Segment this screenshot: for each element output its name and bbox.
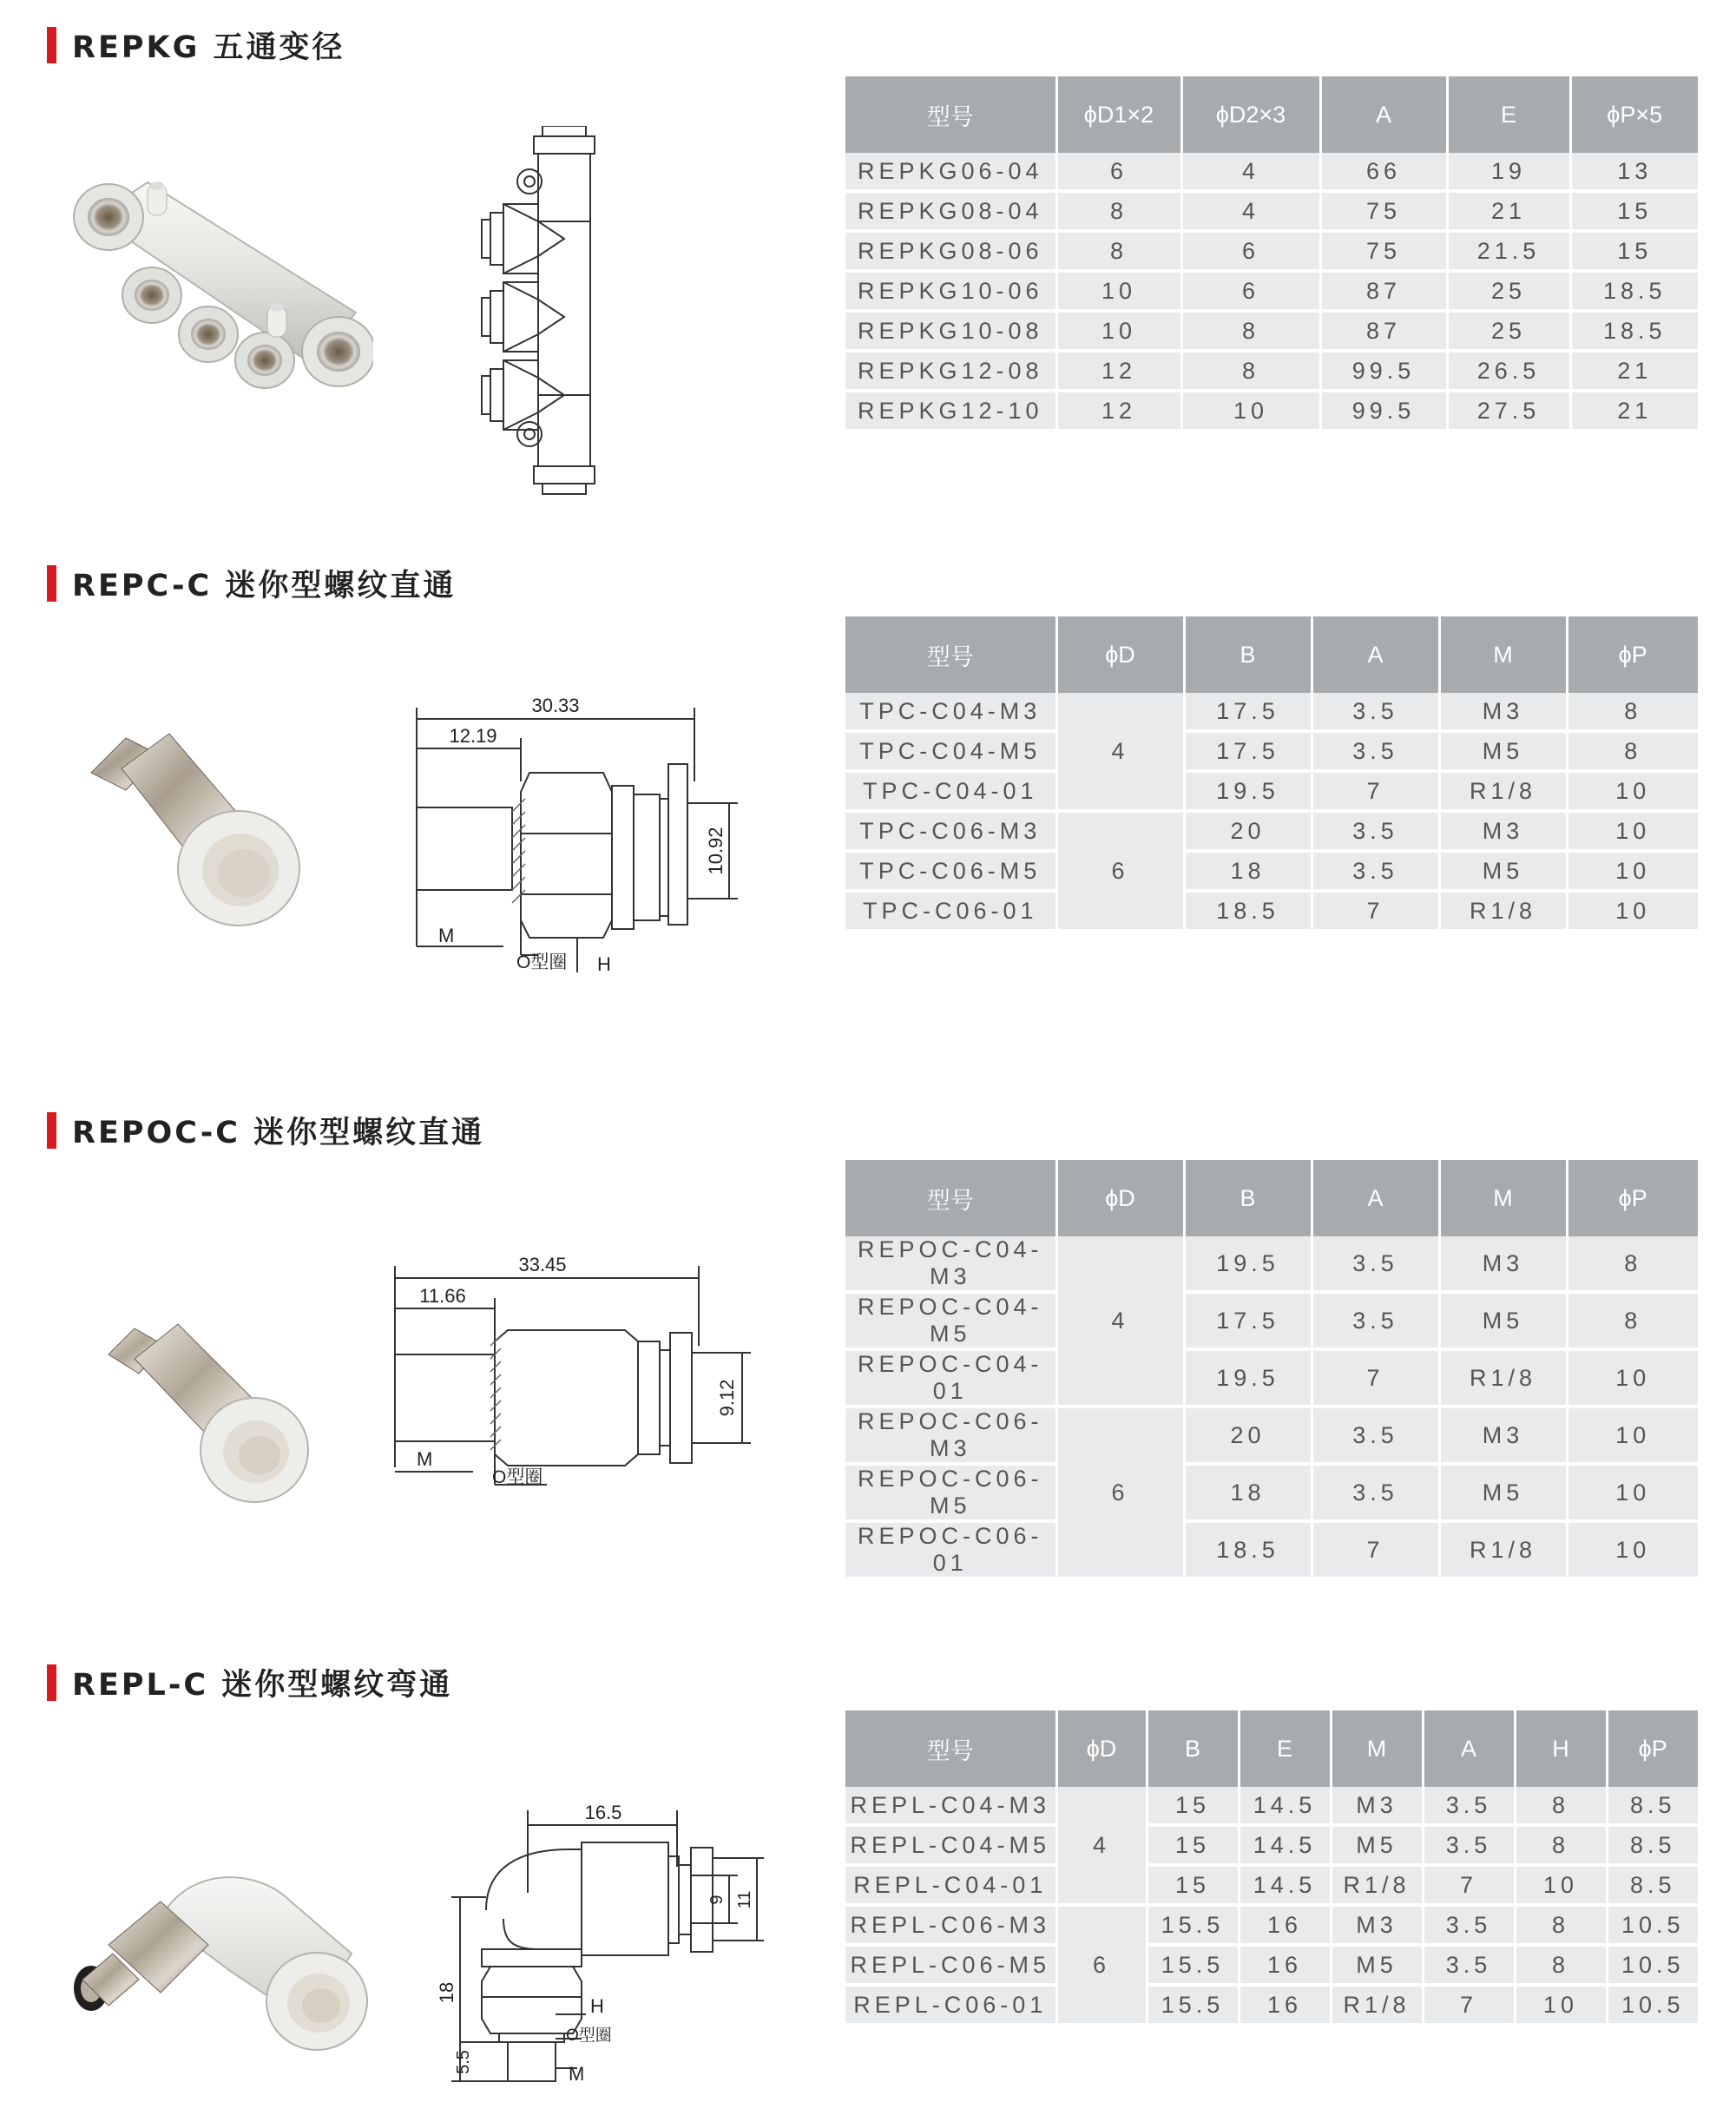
- repkg-technical-drawing: [469, 126, 642, 508]
- table-cell: REPKG10-06: [845, 271, 1056, 311]
- table-row: [845, 1521, 1698, 1578]
- table-row: [845, 891, 1698, 931]
- label-o-ring: O型圈: [492, 1467, 543, 1487]
- repl-c-spec-table: [845, 1710, 1698, 2026]
- table-cell: 8: [1056, 231, 1181, 271]
- table-row: [845, 1787, 1698, 1825]
- header-cell: M: [1439, 1160, 1567, 1236]
- table-cell: 26.5: [1447, 351, 1570, 391]
- table-cell: M3: [1439, 1236, 1567, 1292]
- table-cell: 21: [1570, 351, 1698, 391]
- table-cell: 7: [1312, 891, 1439, 931]
- table-cell: 6: [1056, 153, 1181, 191]
- table-cell: 18.5: [1570, 271, 1698, 311]
- header-cell: E: [1239, 1710, 1331, 1787]
- table-cell: 75: [1320, 231, 1447, 271]
- table-cell: TPC-C06-01: [845, 891, 1056, 931]
- table-cell: 19: [1447, 153, 1570, 191]
- label-h: H: [597, 953, 611, 972]
- table-cell: REPKG12-10: [845, 391, 1056, 431]
- table-cell: 21: [1447, 191, 1570, 231]
- table-row: [845, 1865, 1698, 1905]
- table-row: [845, 351, 1698, 391]
- table-cell: REPOC-C04-M5: [845, 1292, 1056, 1349]
- table-cell: 3.5: [1312, 1464, 1439, 1521]
- table-row: [845, 1292, 1698, 1349]
- table-cell: REPL-C06-M5: [845, 1945, 1056, 1985]
- header-cell: 型号: [845, 1160, 1056, 1236]
- section-title-text: REPKG 五通变径: [72, 30, 345, 65]
- table-cell: REPOC-C06-M3: [845, 1407, 1056, 1464]
- dim-thread-length: 12.19: [449, 725, 497, 747]
- header-cell: ϕP×5: [1570, 76, 1698, 153]
- repkg-product-photo: [69, 165, 373, 417]
- header-cell: B: [1184, 616, 1312, 693]
- table-cell: REPKG12-08: [845, 351, 1056, 391]
- header-cell: ϕD: [1056, 1710, 1147, 1787]
- table-cell: 15: [1147, 1865, 1239, 1905]
- table-cell: 4: [1181, 191, 1320, 231]
- table-cell: 8: [1567, 693, 1698, 731]
- table-cell: 19.5: [1184, 1236, 1312, 1292]
- section-title-text: REPOC-C 迷你型螺纹直通: [72, 1116, 485, 1150]
- table-cell: 19.5: [1184, 1349, 1312, 1407]
- table-cell: REPKG10-08: [845, 311, 1056, 351]
- table-cell: 8.5: [1607, 1787, 1698, 1825]
- section-title-repl-c: [47, 1664, 452, 1702]
- table-cell: 99.5: [1320, 391, 1447, 431]
- table-cell: 10: [1567, 811, 1698, 851]
- title-accent-bar: [47, 1112, 56, 1149]
- table-cell: 8: [1515, 1945, 1607, 1985]
- table-row: [845, 1464, 1698, 1521]
- table-cell: M3: [1331, 1905, 1423, 1945]
- group-cell: 4: [1056, 1787, 1147, 1905]
- header-cell: H: [1515, 1710, 1607, 1787]
- table-cell: R1/8: [1331, 1985, 1423, 2025]
- table-row: [845, 153, 1698, 191]
- label-o-ring: O型圈: [566, 2026, 612, 2045]
- table-cell: 18: [1184, 1464, 1312, 1521]
- table-row: [845, 1236, 1698, 1292]
- table-cell: REPKG08-06: [845, 231, 1056, 271]
- table-cell: 17.5: [1184, 1292, 1312, 1349]
- table-cell: 3.5: [1312, 851, 1439, 891]
- table-header-row: [845, 1710, 1698, 1787]
- table-cell: M3: [1439, 1407, 1567, 1464]
- table-cell: 7: [1312, 1349, 1439, 1407]
- table-row: [845, 231, 1698, 271]
- table-cell: 10: [1056, 311, 1181, 351]
- table-cell: 17.5: [1184, 693, 1312, 731]
- header-cell: ϕP: [1567, 1160, 1698, 1236]
- table-cell: REPL-C04-M5: [845, 1825, 1056, 1865]
- table-cell: 10: [1567, 1464, 1698, 1521]
- table-cell: 8: [1515, 1825, 1607, 1865]
- table-cell: 10: [1567, 1407, 1698, 1464]
- table-cell: R1/8: [1439, 1521, 1567, 1578]
- table-cell: 15: [1570, 191, 1698, 231]
- table-cell: 18: [1184, 851, 1312, 891]
- table-cell: 8: [1181, 351, 1320, 391]
- table-cell: REPOC-C04-M3: [845, 1236, 1056, 1292]
- table-row: [845, 1985, 1698, 2025]
- table-cell: 14.5: [1239, 1865, 1331, 1905]
- table-cell: 8: [1567, 1236, 1698, 1292]
- table-cell: 99.5: [1320, 351, 1447, 391]
- table-cell: TPC-C04-M3: [845, 693, 1056, 731]
- label-m: M: [417, 1448, 433, 1470]
- table-cell: 20: [1184, 1407, 1312, 1464]
- table-cell: M5: [1331, 1945, 1423, 1985]
- header-cell: A: [1312, 616, 1439, 693]
- table-cell: 8: [1567, 1292, 1698, 1349]
- table-row: [845, 811, 1698, 851]
- header-cell: ϕP: [1607, 1710, 1698, 1787]
- table-cell: 3.5: [1312, 811, 1439, 851]
- table-cell: 14.5: [1239, 1825, 1331, 1865]
- group-cell: 4: [1056, 1236, 1184, 1407]
- table-cell: R1/8: [1439, 771, 1567, 811]
- section-title-repc-c: [47, 564, 456, 603]
- table-cell: 3.5: [1312, 1407, 1439, 1464]
- table-cell: 10.5: [1607, 1945, 1698, 1985]
- table-cell: M3: [1439, 811, 1567, 851]
- table-cell: REPL-C06-M3: [845, 1905, 1056, 1945]
- table-cell: M5: [1439, 731, 1567, 771]
- table-cell: TPC-C06-M5: [845, 851, 1056, 891]
- header-cell: B: [1147, 1710, 1239, 1787]
- repc-c-product-photo: [74, 721, 308, 929]
- header-cell: ϕP: [1567, 616, 1698, 693]
- header-cell: ϕD2×3: [1181, 76, 1320, 153]
- table-cell: 87: [1320, 311, 1447, 351]
- table-cell: 10: [1515, 1985, 1607, 2025]
- section-title-repkg: [47, 26, 345, 64]
- header-cell: ϕD: [1056, 616, 1184, 693]
- header-cell: A: [1320, 76, 1447, 153]
- table-header-row: [845, 616, 1698, 693]
- title-accent-bar: [47, 27, 56, 63]
- table-cell: R1/8: [1439, 891, 1567, 931]
- table-cell: 7: [1423, 1985, 1515, 2025]
- dim-diameter: 9.12: [716, 1379, 738, 1417]
- table-cell: 21: [1570, 391, 1698, 431]
- table-header-row: [845, 1160, 1698, 1236]
- dim-d2: 11: [735, 1890, 754, 1909]
- table-row: [845, 1407, 1698, 1464]
- table-cell: 8: [1181, 311, 1320, 351]
- table-cell: 8: [1515, 1787, 1607, 1825]
- table-cell: 8.5: [1607, 1865, 1698, 1905]
- label-m: M: [569, 2063, 585, 2084]
- table-cell: 15: [1147, 1825, 1239, 1865]
- table-cell: 87: [1320, 271, 1447, 311]
- header-cell: 型号: [845, 616, 1056, 693]
- table-cell: 3.5: [1312, 693, 1439, 731]
- group-cell: 4: [1056, 693, 1184, 811]
- dim-height: 18: [436, 1981, 457, 2004]
- table-cell: 16: [1239, 1945, 1331, 1985]
- table-header-row: [845, 76, 1698, 153]
- header-cell: ϕD1×2: [1056, 76, 1181, 153]
- table-cell: 3.5: [1312, 1236, 1439, 1292]
- section-title-text: REPL-C 迷你型螺纹弯通: [72, 1668, 453, 1703]
- header-cell: 型号: [845, 1710, 1056, 1787]
- table-row: [845, 271, 1698, 311]
- table-cell: 3.5: [1423, 1787, 1515, 1825]
- table-cell: 15: [1147, 1787, 1239, 1825]
- title-accent-bar: [47, 565, 56, 602]
- repc-c-spec-table: [845, 616, 1698, 932]
- table-cell: REPOC-C06-01: [845, 1521, 1056, 1578]
- table-cell: 15.5: [1147, 1905, 1239, 1945]
- table-cell: M5: [1439, 851, 1567, 891]
- table-cell: TPC-C04-M5: [845, 731, 1056, 771]
- header-cell: ϕD: [1056, 1160, 1184, 1236]
- header-cell: A: [1312, 1160, 1439, 1236]
- table-cell: M5: [1439, 1292, 1567, 1349]
- header-cell: E: [1447, 76, 1570, 153]
- table-cell: 10.5: [1607, 1905, 1698, 1945]
- header-cell: M: [1331, 1710, 1423, 1787]
- dim-low: 5.5: [454, 2050, 473, 2074]
- table-cell: 3.5: [1312, 731, 1439, 771]
- table-cell: 10: [1567, 851, 1698, 891]
- table-row: [845, 693, 1698, 731]
- table-cell: 7: [1312, 771, 1439, 811]
- table-cell: 21.5: [1447, 231, 1570, 271]
- table-cell: 10: [1567, 1521, 1698, 1578]
- section-title-repoc-c: [47, 1111, 484, 1150]
- table-cell: 20: [1184, 811, 1312, 851]
- table-cell: REPL-C04-M3: [845, 1787, 1056, 1825]
- table-cell: 18.5: [1184, 891, 1312, 931]
- table-cell: 25: [1447, 271, 1570, 311]
- table-cell: 10.5: [1607, 1985, 1698, 2025]
- label-m: M: [438, 925, 455, 946]
- table-cell: 13: [1570, 153, 1698, 191]
- table-cell: 10: [1181, 391, 1320, 431]
- table-cell: 3.5: [1312, 1292, 1439, 1349]
- table-cell: 10: [1056, 271, 1181, 311]
- dim-thread-length: 11.66: [419, 1285, 466, 1307]
- table-row: [845, 311, 1698, 351]
- table-cell: 15: [1570, 231, 1698, 271]
- group-cell: 6: [1056, 1407, 1184, 1578]
- table-row: [845, 1349, 1698, 1407]
- table-cell: 3.5: [1423, 1905, 1515, 1945]
- header-cell: 型号: [845, 76, 1056, 153]
- dim-top: 16.5: [584, 1802, 622, 1823]
- table-cell: 16: [1239, 1985, 1331, 2025]
- table-cell: 66: [1320, 153, 1447, 191]
- table-cell: 6: [1181, 231, 1320, 271]
- table-cell: 18.5: [1570, 311, 1698, 351]
- table-cell: 10: [1515, 1865, 1607, 1905]
- table-cell: M3: [1331, 1787, 1423, 1825]
- table-row: [845, 1825, 1698, 1865]
- repkg-spec-table: [845, 76, 1698, 432]
- table-cell: 7: [1312, 1521, 1439, 1578]
- repoc-c-technical-drawing: [386, 1250, 760, 1502]
- table-cell: M3: [1439, 693, 1567, 731]
- table-cell: 4: [1181, 153, 1320, 191]
- table-cell: REPKG06-04: [845, 153, 1056, 191]
- table-cell: 12: [1056, 351, 1181, 391]
- table-row: [845, 1905, 1698, 1945]
- repl-c-technical-drawing: [417, 1789, 764, 2084]
- table-row: [845, 391, 1698, 431]
- table-cell: 17.5: [1184, 731, 1312, 771]
- table-cell: 12: [1056, 391, 1181, 431]
- table-cell: 75: [1320, 191, 1447, 231]
- table-cell: 15.5: [1147, 1985, 1239, 2025]
- table-cell: 19.5: [1184, 771, 1312, 811]
- table-cell: REPL-C06-01: [845, 1985, 1056, 2025]
- label-o-ring: O型圈: [516, 952, 568, 972]
- dim-overall: 33.45: [518, 1254, 567, 1275]
- table-cell: 10: [1567, 891, 1698, 931]
- header-cell: A: [1423, 1710, 1515, 1787]
- table-cell: R1/8: [1439, 1349, 1567, 1407]
- table-cell: REPOC-C04-01: [845, 1349, 1056, 1407]
- table-row: [845, 851, 1698, 891]
- dim-diameter: 10.92: [705, 827, 727, 875]
- table-cell: REPKG08-04: [845, 191, 1056, 231]
- table-cell: TPC-C04-01: [845, 771, 1056, 811]
- table-cell: 3.5: [1423, 1945, 1515, 1985]
- table-cell: M5: [1439, 1464, 1567, 1521]
- repoc-c-spec-table: [845, 1160, 1698, 1580]
- table-cell: REPOC-C06-M5: [845, 1464, 1056, 1521]
- table-row: [845, 1945, 1698, 1985]
- table-cell: 8: [1056, 191, 1181, 231]
- table-cell: 10: [1567, 771, 1698, 811]
- table-cell: TPC-C06-M3: [845, 811, 1056, 851]
- label-h: H: [590, 1995, 604, 2017]
- dim-overall: 30.33: [531, 695, 580, 716]
- table-cell: R1/8: [1331, 1865, 1423, 1905]
- section-title-text: REPC-C 迷你型螺纹直通: [72, 569, 457, 603]
- table-row: [845, 731, 1698, 771]
- table-cell: M5: [1331, 1825, 1423, 1865]
- table-cell: 15.5: [1147, 1945, 1239, 1985]
- dim-d1: 9: [707, 1895, 727, 1905]
- table-cell: 18.5: [1184, 1521, 1312, 1578]
- table-row: [845, 771, 1698, 811]
- table-cell: 25: [1447, 311, 1570, 351]
- repoc-c-product-photo: [100, 1311, 317, 1511]
- table-cell: 10: [1567, 1349, 1698, 1407]
- table-cell: REPL-C04-01: [845, 1865, 1056, 1905]
- header-cell: M: [1439, 616, 1567, 693]
- group-cell: 6: [1056, 1905, 1147, 2025]
- table-cell: 7: [1423, 1865, 1515, 1905]
- table-cell: 3.5: [1423, 1825, 1515, 1865]
- table-cell: 8: [1515, 1905, 1607, 1945]
- repl-c-product-photo: [56, 1849, 386, 2084]
- table-cell: 16: [1239, 1905, 1331, 1945]
- table-cell: 8: [1567, 731, 1698, 771]
- header-cell: B: [1184, 1160, 1312, 1236]
- table-cell: 6: [1181, 271, 1320, 311]
- title-accent-bar: [47, 1664, 56, 1701]
- table-cell: 14.5: [1239, 1787, 1331, 1825]
- repc-c-technical-drawing: [408, 695, 755, 972]
- table-cell: 8.5: [1607, 1825, 1698, 1865]
- table-row: [845, 191, 1698, 231]
- group-cell: 6: [1056, 811, 1184, 931]
- table-cell: 27.5: [1447, 391, 1570, 431]
